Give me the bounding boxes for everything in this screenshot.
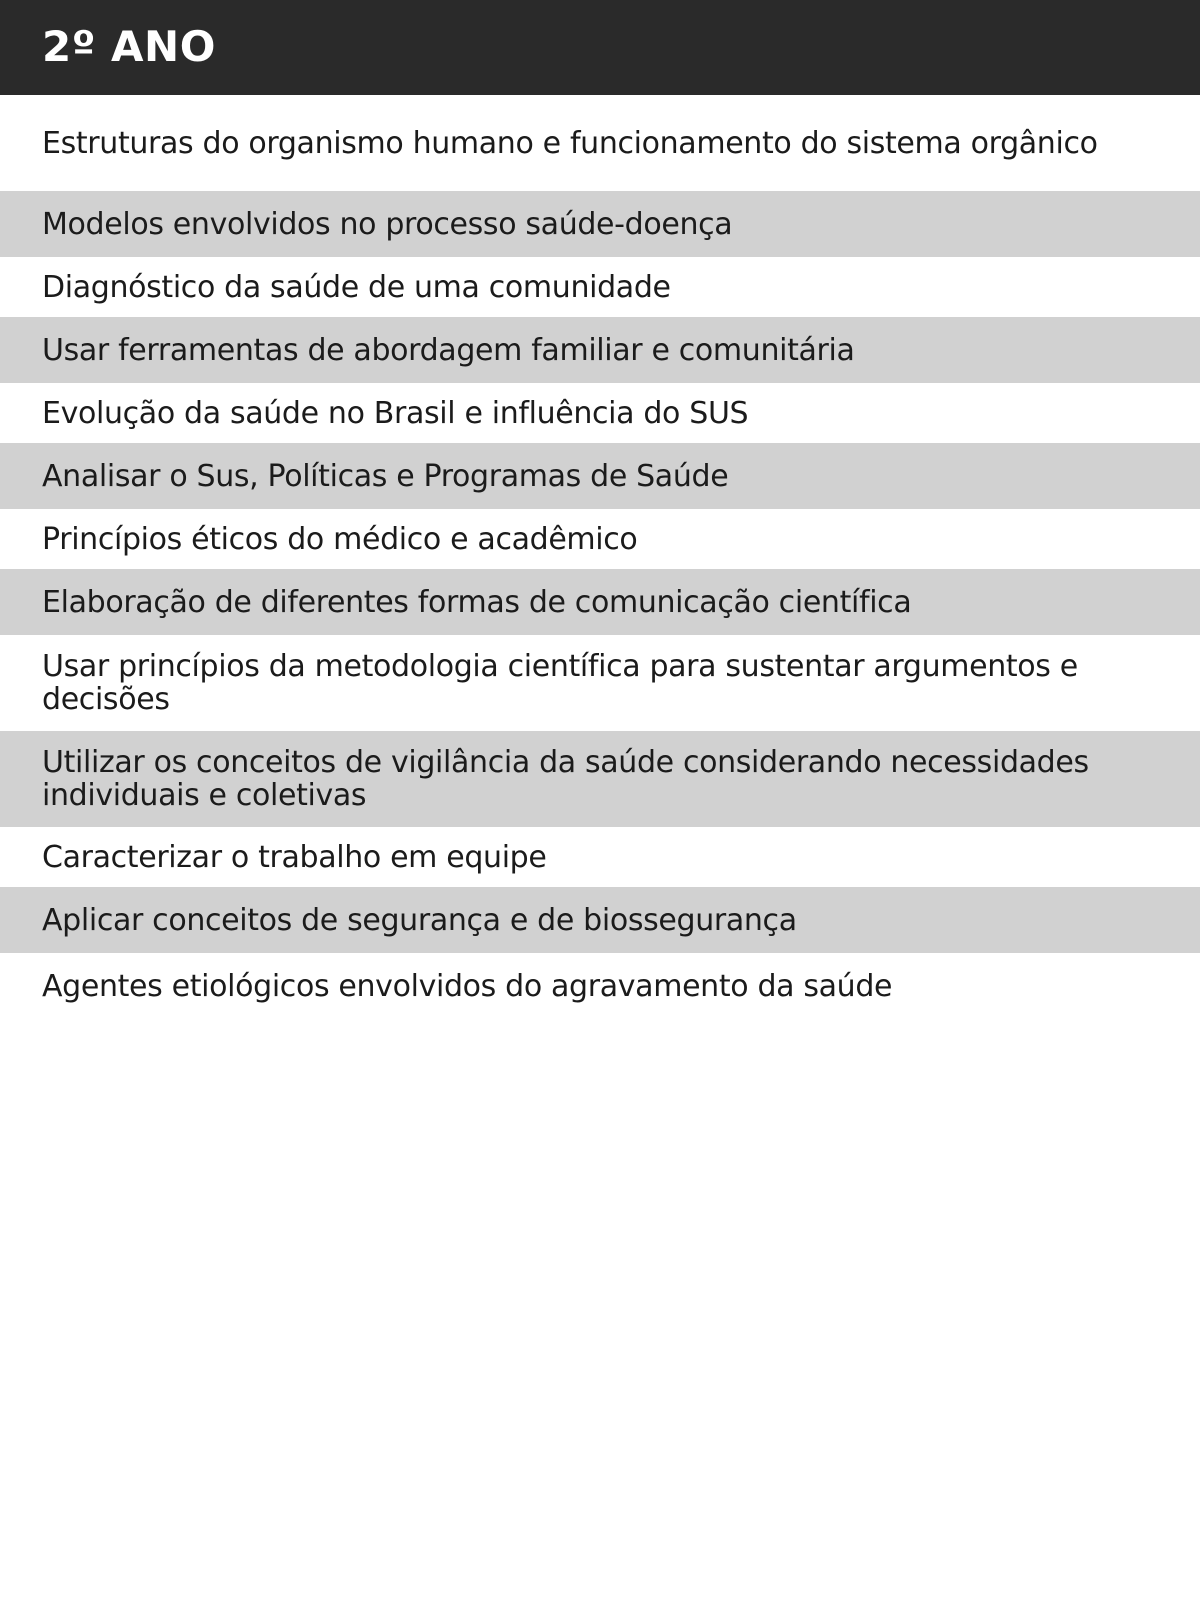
list-item (0, 191, 1200, 257)
list-item-text: Estruturas do organismo humano e funcionamento do sistema orgânico (42, 125, 1098, 161)
list-item (0, 953, 1200, 1019)
list-item-text: Caracterizar o trabalho em equipe (42, 839, 547, 875)
list-item (0, 887, 1200, 953)
list-item-text: Utilizar os conceitos de vigilância da saúde considerando necessidades individuais e coletivas (42, 745, 1089, 813)
list-item-text: Agentes etiológicos envolvidos do agravamento da saúde (42, 968, 893, 1004)
list-item-text: Princípios éticos do médico e acadêmico (42, 521, 638, 557)
list-item-text: Aplicar conceitos de segurança e de biossegurança (42, 902, 797, 938)
list-item (0, 317, 1200, 383)
list-item (0, 827, 1200, 887)
list-item-text: Elaboração de diferentes formas de comunicação científica (42, 584, 912, 620)
topic-list (0, 95, 1200, 1019)
page-title: 2º ANO (42, 22, 216, 71)
list-item-text: Diagnóstico da saúde de uma comunidade (42, 269, 671, 305)
list-item (0, 635, 1200, 731)
list-item (0, 95, 1200, 191)
list-item-text: Modelos envolvidos no processo saúde-doença (42, 206, 733, 242)
list-item (0, 731, 1200, 827)
list-item (0, 383, 1200, 443)
list-item (0, 443, 1200, 509)
list-item (0, 509, 1200, 569)
list-item-text: Analisar o Sus, Políticas e Programas de Saúde (42, 458, 729, 494)
list-item (0, 257, 1200, 317)
list-item-text: Usar ferramentas de abordagem familiar e comunitária (42, 332, 855, 368)
list-item (0, 569, 1200, 635)
list-item-text: Evolução da saúde no Brasil e influência do SUS (42, 395, 749, 431)
page-header (0, 0, 1200, 95)
list-item-text: Usar princípios da metodologia científica para sustentar argumentos e decisões (42, 649, 1078, 717)
